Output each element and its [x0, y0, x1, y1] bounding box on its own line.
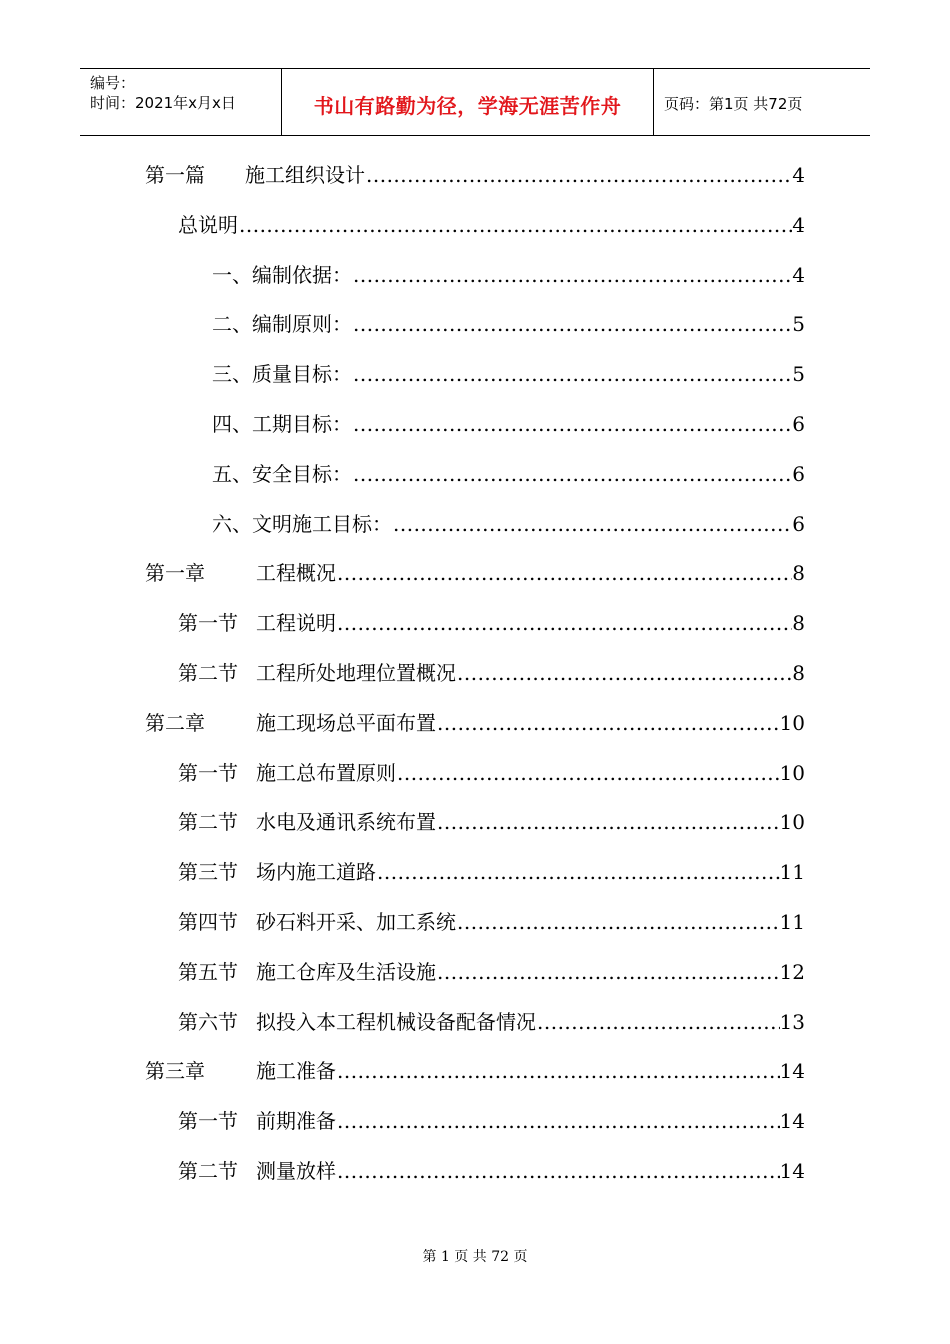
toc-entry-number: 第二节 — [178, 1159, 238, 1183]
toc-leader-dots — [352, 459, 792, 489]
toc-entry-page-number: 5 — [792, 362, 805, 387]
toc-entry-page-number: 14 — [779, 1059, 805, 1084]
toc-entry-label — [145, 160, 365, 190]
toc-entry-title: 六、文明施工目标： — [212, 511, 392, 536]
toc-leader-dots — [352, 260, 792, 290]
toc-entry-number: 第六节 — [178, 1009, 238, 1034]
page-footer: 第 1 页 共 72 页 — [422, 1249, 528, 1265]
toc-entry-title: 三、质量目标： — [212, 362, 352, 387]
toc-leader-dots — [392, 509, 792, 539]
toc-entry-page-number: 11 — [779, 910, 805, 934]
toc-entry-label — [145, 708, 436, 738]
toc-entry-page-number: 4 — [792, 163, 805, 187]
toc-entry-number: 第二章 — [145, 710, 205, 735]
toc-entry[interactable] — [178, 608, 805, 638]
toc-leader-dots — [336, 1106, 780, 1136]
toc-entry-page-number: 14 — [779, 1159, 805, 1183]
toc-entry-label — [145, 1056, 336, 1086]
toc-entry[interactable] — [178, 807, 805, 837]
toc-entry-label — [178, 758, 396, 788]
toc-leader-dots — [456, 907, 780, 937]
toc-entry-title: 总说明 — [178, 212, 238, 237]
page-header — [80, 68, 870, 136]
toc-entry-page-number: 8 — [792, 661, 805, 685]
toc-leader-dots — [352, 309, 792, 339]
document-number-label: 编号： — [90, 74, 136, 92]
toc-entry-title: 二、编制原则： — [212, 312, 352, 337]
toc-entry-page-number: 6 — [792, 511, 805, 536]
toc-entry[interactable] — [178, 1156, 805, 1186]
toc-entry-number: 第四节 — [178, 910, 238, 934]
toc-entry[interactable] — [178, 1106, 805, 1136]
toc-entry[interactable] — [178, 758, 805, 788]
toc-entry-number: 第二节 — [178, 661, 238, 685]
toc-leader-dots — [352, 409, 792, 439]
toc-entry[interactable] — [212, 359, 805, 389]
toc-entry[interactable] — [212, 459, 805, 489]
toc-entry-number: 第一章 — [145, 561, 205, 586]
toc-entry-number: 第一节 — [178, 611, 238, 636]
toc-entry-label — [212, 509, 392, 539]
toc-entry-title: 施工现场总平面布置 — [256, 710, 436, 735]
toc-entry-number: 第三节 — [178, 860, 238, 885]
toc-entry[interactable] — [145, 1056, 805, 1086]
toc-leader-dots — [336, 558, 792, 588]
header-page-info: 页码：第1页 共72页 — [664, 94, 803, 113]
header-page-info-cell — [654, 69, 870, 135]
toc-entry-label — [212, 409, 352, 439]
toc-entry-page-number: 6 — [792, 412, 805, 436]
toc-leader-dots — [436, 807, 780, 837]
toc-entry-page-number: 6 — [792, 461, 805, 486]
toc-entry-title: 砂石料开采、加工系统 — [256, 910, 456, 934]
toc-entry-page-number: 8 — [792, 561, 805, 586]
toc-entry-page-number: 10 — [779, 710, 805, 735]
toc-entry[interactable] — [178, 907, 805, 937]
toc-leader-dots — [436, 957, 780, 987]
toc-entry-number: 第一篇 — [145, 163, 205, 187]
toc-entry-title: 施工准备 — [256, 1059, 336, 1084]
toc-entry[interactable] — [212, 260, 805, 290]
toc-leader-dots — [352, 359, 792, 389]
toc-entry-title: 工程所处地理位置概况 — [256, 661, 456, 685]
toc-entry-page-number: 8 — [792, 611, 805, 636]
toc-entry[interactable] — [145, 160, 805, 190]
toc-entry-label — [178, 857, 376, 887]
toc-entry-title: 施工仓库及生活设施 — [256, 959, 436, 984]
toc-entry-page-number: 10 — [779, 810, 805, 835]
toc-entry-title: 工程说明 — [256, 611, 336, 636]
toc-leader-dots — [336, 608, 792, 638]
toc-entry-title: 水电及通讯系统布置 — [256, 810, 436, 835]
toc-entry-number: 第五节 — [178, 959, 238, 984]
toc-leader-dots — [456, 658, 792, 688]
header-meta — [80, 69, 282, 135]
toc-entry-title: 场内施工道路 — [256, 860, 376, 885]
header-motto: 书山有路勤为径，学海无涯苦作舟 — [313, 93, 622, 118]
toc-entry[interactable] — [178, 857, 805, 887]
toc-leader-dots — [376, 857, 780, 887]
toc-entry-title: 施工组织设计 — [245, 163, 365, 187]
toc-entry-label — [178, 658, 456, 688]
toc-entry-title: 一、编制依据： — [212, 262, 352, 287]
toc-entry-number: 第二节 — [178, 810, 238, 835]
toc-entry-label — [145, 558, 336, 588]
toc-entry-label — [178, 210, 238, 240]
toc-entry-label — [178, 807, 436, 837]
toc-entry[interactable] — [178, 957, 805, 987]
toc-entry-label — [178, 1007, 536, 1037]
toc-leader-dots — [396, 758, 780, 788]
toc-entry[interactable] — [145, 558, 805, 588]
toc-entry[interactable] — [178, 1007, 805, 1037]
toc-entry-number: 第三章 — [145, 1059, 205, 1084]
toc-entry[interactable] — [178, 658, 805, 688]
header-motto-cell — [282, 69, 654, 135]
toc-entry[interactable] — [212, 309, 805, 339]
toc-entry[interactable] — [178, 210, 805, 240]
toc-leader-dots — [365, 160, 792, 190]
toc-entry-label — [178, 907, 456, 937]
toc-entry[interactable] — [212, 509, 805, 539]
toc-entry-title: 工程概况 — [256, 561, 336, 586]
toc-entry-label — [178, 1156, 336, 1186]
toc-entry-page-number: 5 — [792, 312, 805, 337]
document-time-label: 时间：2021年x月x日 — [90, 94, 236, 112]
toc-entry[interactable] — [212, 409, 805, 439]
toc-entry-page-number: 12 — [779, 959, 805, 984]
toc-entry-label — [212, 260, 352, 290]
toc-entry-title: 四、工期目标： — [212, 412, 352, 436]
toc-entry-number: 第一节 — [178, 1109, 238, 1134]
toc-entry-title: 五、安全目标： — [212, 461, 352, 486]
toc-entry-page-number: 4 — [792, 212, 805, 237]
toc-leader-dots — [536, 1007, 780, 1037]
toc-entry-page-number: 11 — [779, 860, 805, 885]
toc-leader-dots — [336, 1056, 780, 1086]
toc-entry-title: 前期准备 — [256, 1109, 336, 1134]
toc-leader-dots — [436, 708, 780, 738]
toc-entry-page-number: 10 — [779, 760, 805, 785]
toc-leader-dots — [336, 1156, 780, 1186]
toc-entry-title: 拟投入本工程机械设备配备情况 — [256, 1009, 536, 1034]
toc-entry-page-number: 14 — [779, 1109, 805, 1134]
toc-entry-title: 施工总布置原则 — [256, 760, 396, 785]
toc-entry-label — [178, 957, 436, 987]
toc-leader-dots — [238, 210, 792, 240]
toc-entry-label — [212, 359, 352, 389]
toc-entry-label — [212, 309, 352, 339]
toc-entry-label — [178, 1106, 336, 1136]
toc-entry-page-number: 4 — [792, 262, 805, 287]
toc-entry-label — [178, 608, 336, 638]
toc-entry-label — [212, 459, 352, 489]
toc-entry-page-number: 13 — [779, 1009, 805, 1034]
toc-entry-title: 测量放样 — [256, 1159, 336, 1183]
toc-entry[interactable] — [145, 708, 805, 738]
toc-entry-number: 第一节 — [178, 760, 238, 785]
